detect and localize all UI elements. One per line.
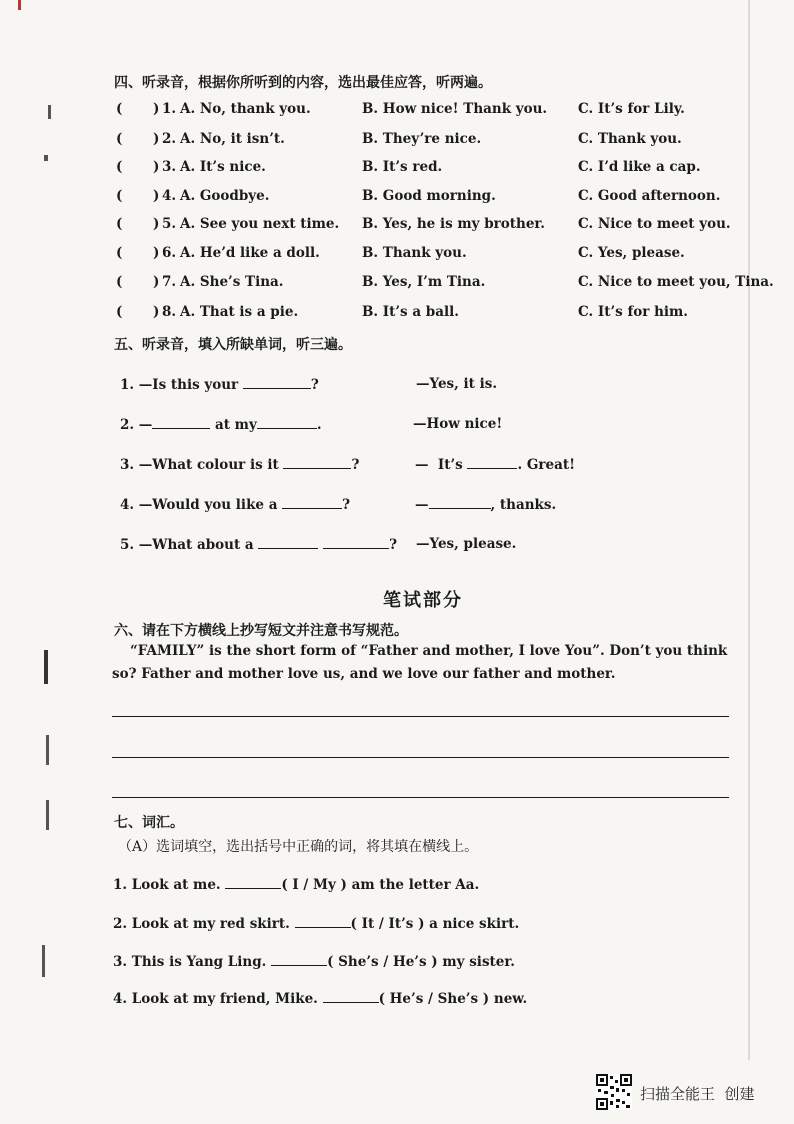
answer-paren-open[interactable]: (: [116, 101, 123, 117]
choice-a: A. That is a pie.: [180, 304, 299, 320]
question-text: —What about a: [138, 537, 259, 553]
scan-mark: [44, 650, 48, 684]
response-3: [415, 456, 575, 473]
qr-code-icon: [596, 1074, 632, 1110]
item-number: 7.: [162, 274, 177, 290]
section7-subtitle-a: （A）选词填空，选出括号中正确的词，将其填在横线上。: [118, 839, 479, 855]
question-text: —Would you like a: [138, 497, 283, 513]
question-text: ( It / It’s ) a nice skirt.: [350, 916, 520, 932]
question-text: 4. Look at my friend, Mike.: [113, 991, 323, 1007]
question-text: ( I / My ) am the letter Aa.: [281, 877, 480, 893]
choice-c: C. It’s for him.: [578, 304, 689, 320]
response-2: —How nice!: [413, 416, 503, 432]
question-text: 1. Look at me.: [113, 877, 226, 893]
answer-paren-open[interactable]: (: [116, 245, 123, 261]
answer-paren-close: ): [153, 274, 160, 290]
answer-paren-open[interactable]: (: [116, 274, 123, 290]
answer-blank[interactable]: [283, 456, 351, 469]
choice-b: B. Good morning.: [362, 188, 496, 204]
scan-mark: [46, 800, 49, 830]
answer-paren-open[interactable]: (: [116, 304, 123, 320]
scan-mark: [48, 105, 51, 119]
answer-paren-close: ): [153, 245, 160, 261]
section6-title: 六、请在下方横线上抄写短文并注意书写规范。: [114, 623, 408, 639]
response-text: — It’s: [415, 457, 468, 473]
response-4: [415, 496, 556, 513]
scanner-credit: 扫描全能王 创建: [640, 1085, 755, 1103]
answer-paren-close: ): [153, 216, 160, 232]
choice-c: C. I’d like a cap.: [578, 159, 701, 175]
choice-c: C. Thank you.: [578, 131, 682, 147]
answer-paren-close: ): [153, 304, 160, 320]
response-5: —Yes, please.: [416, 536, 517, 552]
choice-a: A. It’s nice.: [180, 159, 266, 175]
question-text: ( He’s / She’s ) new.: [378, 991, 528, 1007]
choice-a: A. Goodbye.: [180, 188, 270, 204]
item-number: 6.: [162, 245, 177, 261]
answer-blank[interactable]: [323, 990, 379, 1003]
choice-b: B. Thank you.: [362, 245, 467, 261]
item-number: 5.: [162, 216, 177, 232]
choice-b: B. It’s a ball.: [362, 304, 459, 320]
answer-blank[interactable]: [225, 876, 281, 889]
answer-paren-close: ): [153, 131, 160, 147]
answer-blank[interactable]: [467, 456, 517, 469]
question-text: —Is this your: [138, 377, 243, 393]
question-text: ?: [389, 537, 397, 553]
response-text: . Great!: [517, 457, 575, 473]
vocab-item-2: [113, 915, 519, 932]
item-number: 1.: [120, 377, 135, 393]
copy-line[interactable]: [112, 797, 729, 798]
item-number: 3.: [162, 159, 177, 175]
section5-title: 五、听录音，填入所缺单词，听三遍。: [114, 337, 352, 353]
scan-mark: [748, 0, 750, 1060]
scan-mark: [42, 945, 45, 977]
fill-item-1: [120, 376, 319, 393]
fill-item-5: [120, 536, 397, 553]
answer-blank[interactable]: [282, 496, 342, 509]
copy-passage: “FAMILY” is the short form of “Father and mother, I love You”. Don’t you think so? Father and mother love us, and we love our father and mother.: [112, 643, 728, 682]
vocab-item-3: [113, 953, 515, 970]
choice-a: A. No, it isn’t.: [180, 131, 285, 147]
answer-blank[interactable]: [323, 536, 389, 549]
scan-mark: [44, 155, 48, 161]
answer-blank[interactable]: [258, 536, 318, 549]
choice-b: B. How nice! Thank you.: [362, 101, 548, 117]
item-number: 4.: [120, 497, 135, 513]
question-text: ( She’s / He’s ) my sister.: [327, 954, 515, 970]
vocab-item-1: [113, 876, 479, 893]
answer-paren-close: ): [153, 188, 160, 204]
answer-paren-open[interactable]: (: [116, 131, 123, 147]
answer-blank[interactable]: [271, 953, 327, 966]
question-text: —: [138, 417, 153, 433]
fill-item-3: [120, 456, 359, 473]
choice-b: B. Yes, I’m Tina.: [362, 274, 486, 290]
answer-paren-open[interactable]: (: [116, 216, 123, 232]
copy-line[interactable]: [112, 757, 729, 758]
answer-blank[interactable]: [295, 915, 351, 928]
answer-paren-close: ): [153, 101, 160, 117]
section7-title: 七、词汇。: [114, 815, 184, 831]
scan-mark: [46, 735, 49, 765]
item-number: 1.: [162, 101, 177, 117]
choice-a: A. He’d like a doll.: [180, 245, 320, 261]
choice-b: B. Yes, he is my brother.: [362, 216, 545, 232]
question-text: ?: [351, 457, 360, 473]
item-number: 8.: [162, 304, 177, 320]
item-number: 2.: [120, 417, 135, 433]
item-number: 4.: [162, 188, 177, 204]
choice-c: C. Nice to meet you.: [578, 216, 731, 232]
question-text: ?: [342, 497, 351, 513]
response-1: —Yes, it is.: [416, 376, 498, 392]
response-text: , thanks.: [490, 497, 557, 513]
choice-c: C. Yes, please.: [578, 245, 685, 261]
question-text: —What colour is it: [138, 457, 284, 473]
response-text: —: [415, 497, 429, 513]
question-text: 3. This is Yang Ling.: [113, 954, 272, 970]
item-number: 2.: [162, 131, 177, 147]
choice-c: C. It’s for Lily.: [578, 101, 685, 117]
choice-a: A. She’s Tina.: [180, 274, 284, 290]
choice-c: C. Good afternoon.: [578, 188, 721, 204]
copy-line[interactable]: [112, 716, 729, 717]
choice-a: A. See you next time.: [180, 216, 340, 232]
section4-title: 四、听录音，根据你所听到的内容，选出最佳应答，听两遍。: [114, 75, 492, 91]
question-text: ?: [310, 377, 319, 393]
answer-blank[interactable]: [257, 416, 317, 429]
choice-a: A. No, thank you.: [180, 101, 311, 117]
choice-c: C. Nice to meet you, Tina.: [578, 274, 774, 290]
answer-blank[interactable]: [152, 416, 210, 429]
fill-item-2: [120, 416, 322, 433]
question-text: .: [316, 417, 322, 433]
written-part-title: 笔试部分: [383, 590, 463, 611]
question-text: 2. Look at my red skirt.: [113, 916, 295, 932]
item-number: 5.: [120, 537, 135, 553]
answer-paren-open[interactable]: (: [116, 188, 123, 204]
item-number: 3.: [120, 457, 135, 473]
choice-b: B. They’re nice.: [362, 131, 482, 147]
answer-blank[interactable]: [243, 376, 311, 389]
answer-blank[interactable]: [429, 496, 491, 509]
vocab-item-4: [113, 990, 527, 1007]
choice-b: B. It’s red.: [362, 159, 443, 175]
scan-mark: [18, 0, 21, 10]
answer-paren-close: ): [153, 159, 160, 175]
fill-item-4: [120, 496, 350, 513]
answer-paren-open[interactable]: (: [116, 159, 123, 175]
question-text: at my: [210, 417, 257, 433]
